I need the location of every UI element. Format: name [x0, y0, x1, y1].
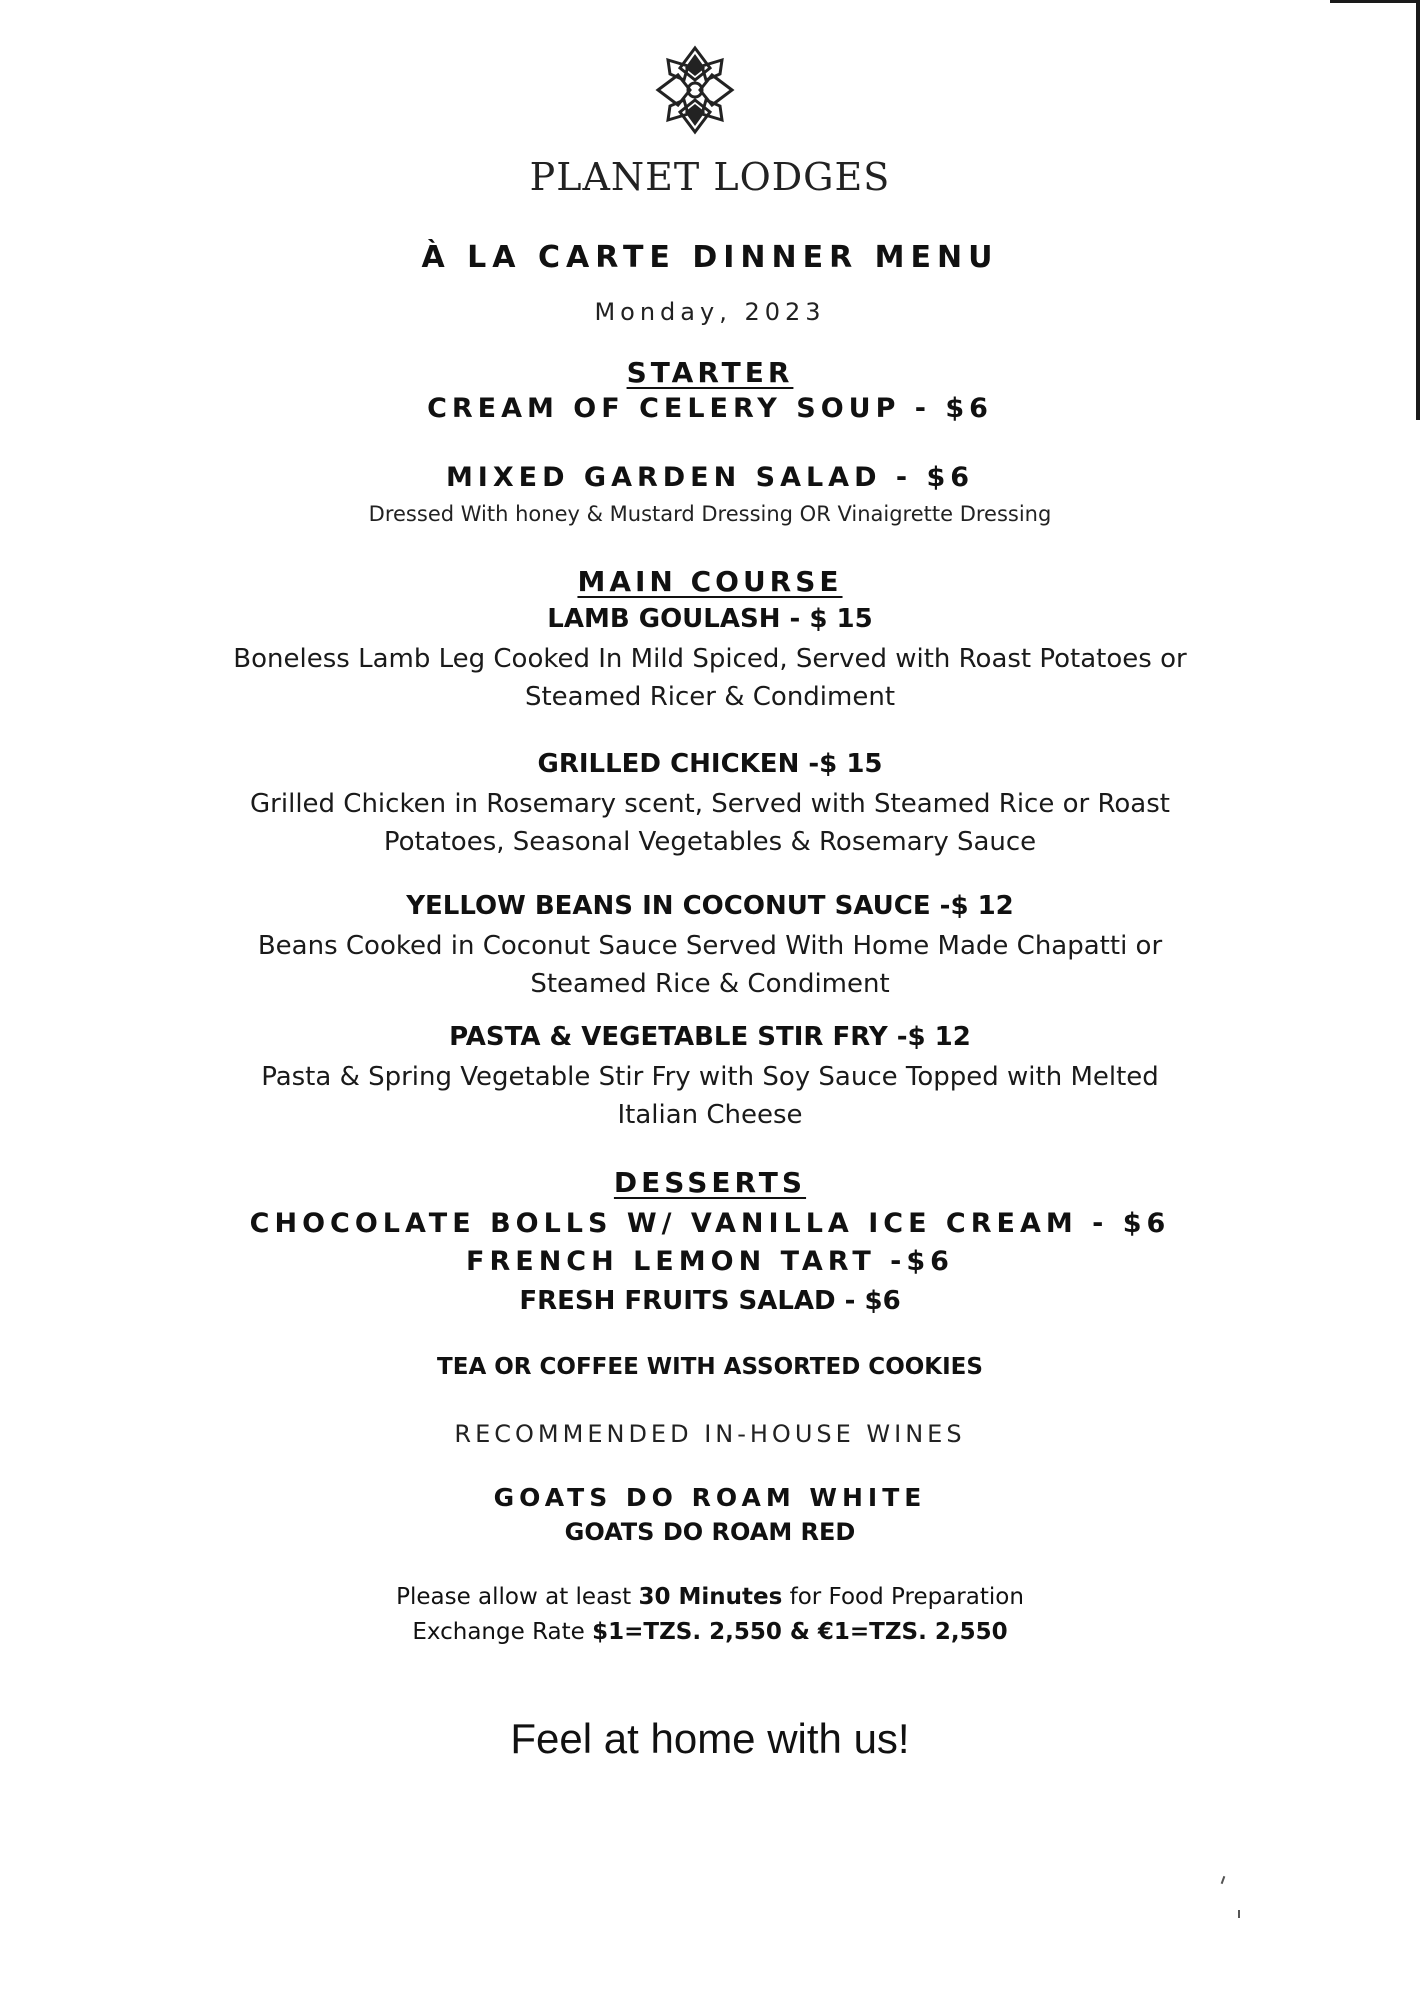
scan-speck — [1221, 1876, 1226, 1884]
exchange-rate-value: $1=TZS. 2,550 & €1=TZS. 2,550 — [592, 1619, 1008, 1645]
main-course-heading: MAIN COURSE — [577, 565, 843, 598]
brand-name: PLANET LODGES — [529, 155, 891, 199]
main-item-pasta: PASTA & VEGETABLE STIR FRY -$ 12 — [449, 1022, 971, 1052]
main-item-chicken: GRILLED CHICKEN -$ 15 — [537, 749, 883, 779]
tea-coffee-line: TEA OR COFFEE WITH ASSORTED COOKIES — [437, 1354, 983, 1380]
exchange-rate-note — [0, 1615, 1420, 1649]
prep-note-suffix: for Food Preparation — [782, 1584, 1024, 1610]
dessert-item-chocolate: CHOCOLATE BOLLS W/ VANILLA ICE CREAM - $6 — [249, 1208, 1171, 1239]
main-item-lamb-desc-1: Boneless Lamb Leg Cooked In Mild Spiced, Served with Roast Potatoes or — [233, 644, 1187, 674]
main-item-chicken-desc-2: Potatoes, Seasonal Vegetables & Rosemary Sauce — [383, 827, 1037, 857]
main-item-lamb-desc-2: Steamed Ricer & Condiment — [524, 682, 896, 712]
exchange-rate-prefix: Exchange Rate — [412, 1619, 593, 1645]
lotus-logo-icon — [650, 40, 740, 140]
wine-white: GOATS DO ROAM WHITE — [493, 1483, 927, 1512]
prep-note-prefix: Please allow at least — [396, 1584, 639, 1610]
prep-note — [0, 1580, 1420, 1614]
starter-item-salad: MIXED GARDEN SALAD - $6 — [445, 462, 975, 493]
starter-item-salad-desc: Dressed With honey & Mustard Dressing OR Vinaigrette Dressing — [368, 502, 1052, 526]
wine-red: GOATS DO ROAM RED — [564, 1518, 856, 1546]
starter-item-soup: CREAM OF CELERY SOUP - $6 — [427, 393, 993, 424]
prep-note-time: 30 Minutes — [638, 1584, 783, 1610]
menu-title: À LA CARTE DINNER MENU — [421, 240, 999, 275]
main-item-pasta-desc-2: Italian Cheese — [617, 1100, 803, 1130]
menu-date: Monday, 2023 — [594, 298, 826, 326]
main-item-lamb: LAMB GOULASH - $ 15 — [547, 604, 873, 634]
main-item-chicken-desc-1: Grilled Chicken in Rosemary scent, Served with Steamed Rice or Roast — [250, 789, 1170, 819]
starter-heading: STARTER — [626, 356, 794, 389]
footer-slogan: Feel at home with us! — [510, 1715, 910, 1762]
main-item-beans-desc-1: Beans Cooked in Coconut Sauce Served With Home Made Chapatti or — [257, 931, 1163, 961]
main-item-pasta-desc-1: Pasta & Spring Vegetable Stir Fry with Soy Sauce Topped with Melted — [261, 1062, 1159, 1092]
wines-heading: RECOMMENDED IN-HOUSE WINES — [454, 1420, 966, 1448]
dessert-item-lemon-tart: FRENCH LEMON TART -$6 — [466, 1246, 954, 1277]
main-item-beans: YELLOW BEANS IN COCONUT SAUCE -$ 12 — [406, 891, 1014, 921]
desserts-heading: DESSERTS — [613, 1166, 807, 1199]
dessert-item-fruit-salad: FRESH FRUITS SALAD - $6 — [519, 1286, 901, 1316]
scan-edge-line-top — [1330, 0, 1420, 3]
main-item-beans-desc-2: Steamed Rice & Condiment — [530, 969, 890, 999]
scan-speck — [1238, 1910, 1240, 1918]
